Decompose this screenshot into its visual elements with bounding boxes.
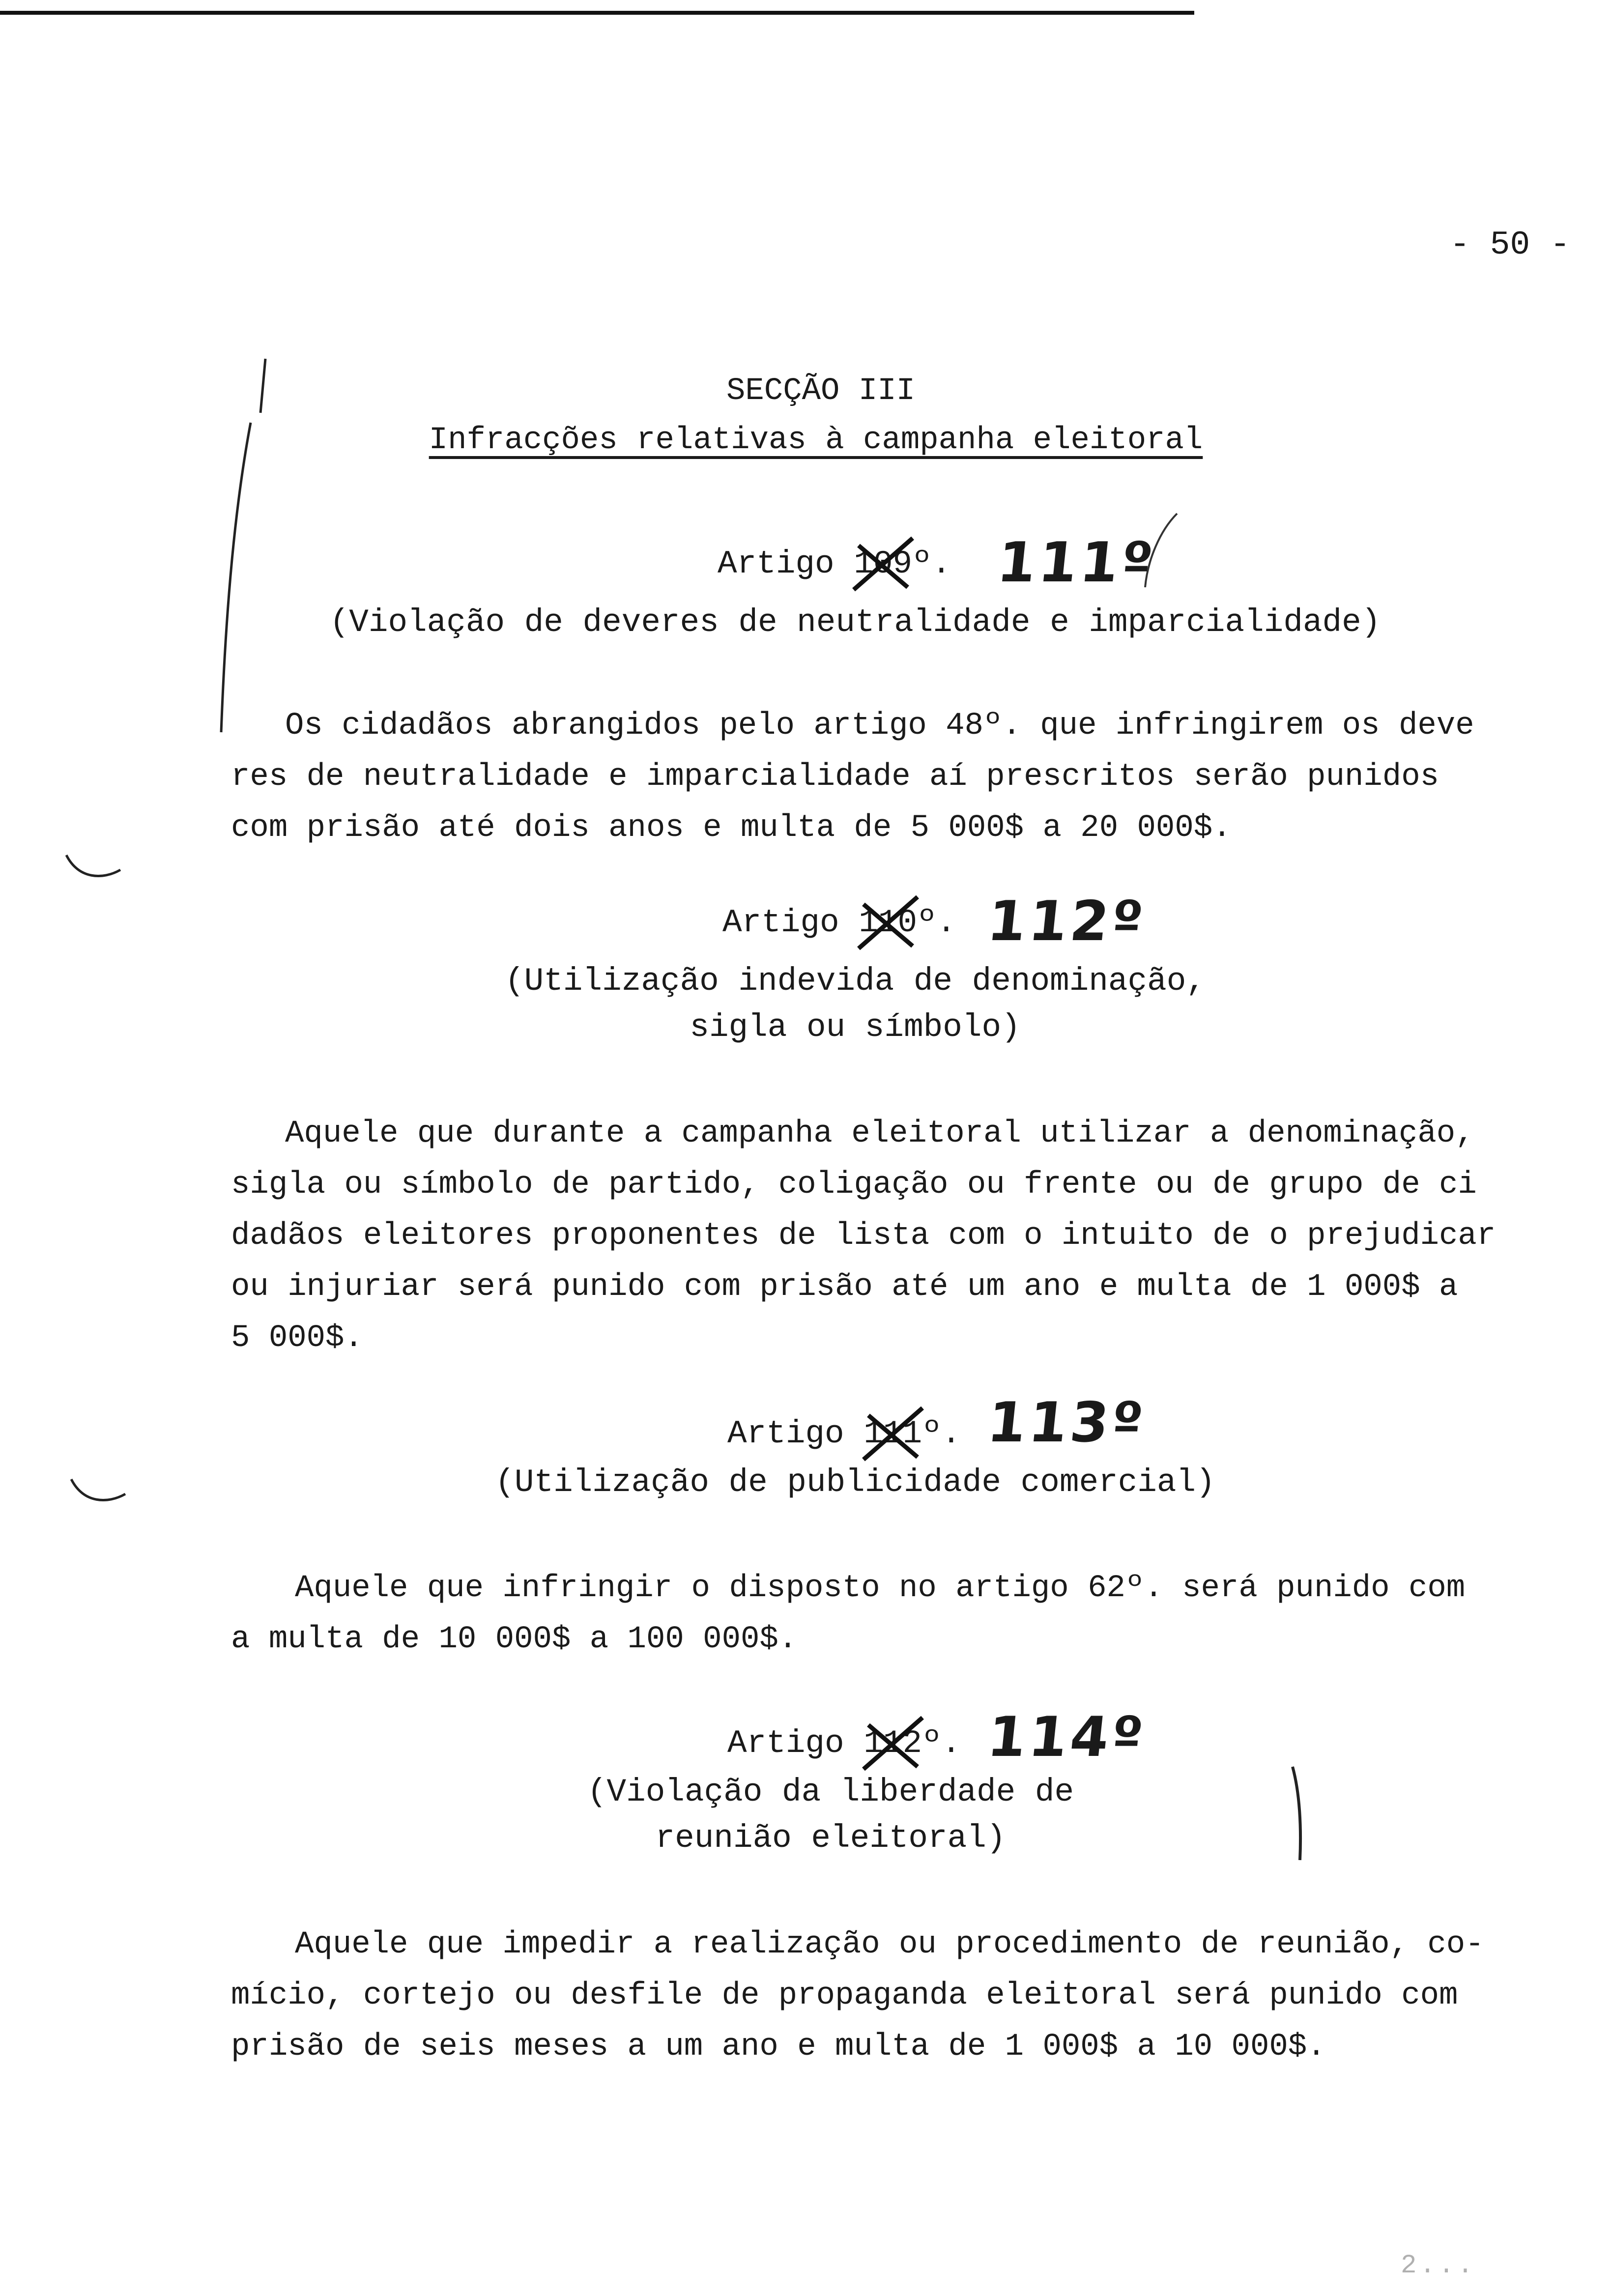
article-label: Artigo xyxy=(722,904,839,941)
handwritten-article-number: 111º xyxy=(994,531,1159,595)
section-subtitle: Infracções relativas à campanha eleitoral xyxy=(429,423,1203,458)
struck-article-number: 112 xyxy=(864,1725,922,1762)
article-body: Aquele que impedir a realização ou procedimento de reunião, co- mício, cortejo ou desfile de propaganda eleitoral será punido com prisão de seis meses a um ano e multa de 1 000$ a 10 000$. xyxy=(231,1927,1484,2065)
article-body: Aquele que infringir o disposto no artigo 62º. será punido com a multa de 10 000$ a 100 000$. xyxy=(231,1571,1466,1657)
struck-article-number: 110 xyxy=(859,904,917,941)
struck-article-number: 109 xyxy=(854,545,912,582)
article-heading: Artigo 112 º. xyxy=(727,1725,961,1762)
article-heading: Artigo 111 º. xyxy=(727,1415,961,1452)
top-border-line xyxy=(0,11,1194,15)
article-body: Os cidadãos abrangidos pelo artigo 48º. que infringirem os deve res de neutralidade e imparcialidade aí prescritos serão punidos com prisão até dois anos e multa de 5 000$ a 20 000$. xyxy=(231,708,1474,846)
handwritten-article-number: 114º xyxy=(984,1705,1149,1769)
article-title: (Utilização de publicidade comercial) xyxy=(495,1464,1215,1501)
cross-out-mark xyxy=(849,536,918,595)
cross-out-mark xyxy=(854,894,922,953)
article-heading: Artigo 109 º. xyxy=(718,545,951,582)
faint-footer-stamp: 2... xyxy=(1401,2251,1476,2281)
article-label: Artigo xyxy=(727,1725,844,1762)
side-vertical-mark xyxy=(1288,1764,1307,1863)
cross-out-mark xyxy=(859,1715,927,1774)
article-label: Artigo xyxy=(718,545,835,582)
section-title: SECÇÃO III xyxy=(726,373,916,409)
handwritten-article-number: 112º xyxy=(984,890,1149,953)
article-heading: Artigo 110 º. xyxy=(722,904,956,941)
article-title: (Violação da liberdade de reunião eleitoral) xyxy=(587,1774,1074,1857)
article-title: (Utilização indevida de denominação, sigla ou símbolo) xyxy=(505,963,1206,1046)
margin-bracket-mark xyxy=(206,354,275,737)
struck-article-number: 111 xyxy=(864,1415,922,1452)
cross-out-mark xyxy=(859,1406,927,1464)
article-body: Aquele que durante a campanha eleitoral utilizar a denominação, sigla ou símbolo de partido, coligação ou frente ou de grupo de ci dadãos eleitores proponentes de lista com o intuito de o prejudicar ou injuriar será punido com prisão até um ano e multa de 1 000$ a 5 000$. xyxy=(231,1116,1496,1356)
page-number: - 50 - xyxy=(1450,226,1570,264)
margin-curve-mark xyxy=(64,850,123,885)
article-label: Artigo xyxy=(727,1415,844,1452)
article-title: (Violação de deveres de neutralidade e imparcialidade) xyxy=(329,604,1381,641)
handwritten-article-number: 113º xyxy=(984,1391,1149,1455)
margin-curve-mark xyxy=(69,1474,128,1509)
